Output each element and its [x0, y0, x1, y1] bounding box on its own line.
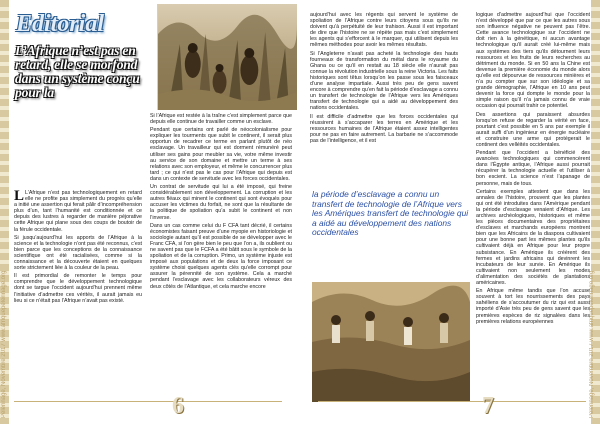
field-workers-image [312, 282, 470, 402]
paragraph: Il est primordial de remonter le temps pour comprendre que le développement technologique dont se targue l’occident aujourd’hui prennent même l’initiative d’admettre ces vérités, il aurait jamais eu lieu si ce n’était pas l’Afrique n’avait pas existé. [14, 273, 142, 304]
sugar-cane-workers-image [158, 4, 297, 110]
vertical-footer-label-left: Pelerinage, Novembre 2017 www.afriquepelerinage.org [1, 270, 7, 418]
paragraph: Pendant que certains ont parlé de néocolonialisme pour expliquer les tourments que subit le continent, il serait plus opportun de recadrer ce terme en parlant plutôt de néo esclavage. Un travailleur qui est dorment rémunéré peut utiliser ses gains pour meubler sa vie, votre même investir au service de son domaine et mettre un terme à ses relations avec son employeur, et même le concurrencer plus tard ; ce qui n’est pas le cas pour l’Afrique qui depuis est dans un contexte de servitude avec les forces occidentales. [150, 127, 292, 182]
footer-rule [14, 401, 282, 402]
header-photo [157, 4, 297, 110]
article-column-two [476, 12, 590, 404]
article-column-one [310, 12, 458, 184]
paragraph: Des assertions qui paraissent absurdes lorsqu’on refuse de regarder la vérité en face, pourtant c’est possible en 5 ans par exemple il aurait suffi d’un ingénieur en énergie nucléaire et construire une arme qui protégerait le continent des velléités occidentales. [476, 111, 590, 148]
paragraph: Certains exemples attestent que dans les annales de l’histoire, prouvent que les plantes qui ont été introduites dans l’Amérique pendant la période d’esclavage venaient d’Afrique. Les archives archéologiques, historiques et même les pièces documentaires des propriétaires d’esclaves et marchands européens montrent bien que les Africains de la diaspora cultivaient pour une bonne part les mêmes plantes qu’ils cultivaient déjà en Afrique pour leur propre subsistance. En Amérique ils créèrent des fermes et jardins africains qui devinrent les incubateurs de leur survie. En Amérique ils cultivaient non seulement les modes d’alimentation des sociétés de plantations américaines. [476, 188, 590, 287]
right-page [300, 0, 600, 424]
paragraph: aujourd’hui avec les régents qui servent le système de spoliation de l’Afrique contre leurs citoyens sous qu’ils ne doivent qu’à perpétuité de leur trahison. Aussi il est important de dire que l’histoire ne se répète pas mais c’est simplement les agents qui s’efforcent à le marquer, qui utilisent depuis les mêmes méthodes pour avoir les mêmes résultats. [310, 12, 458, 49]
paragraph: L’Afrique n’est pas technologiquement en retard elle ne profite pas simplement du progrès qu’elle a initié une assertion qui ferait pâlir d’incompréhension plus d’un, tant l’humanité est conditionnée et ce depuis des lustres à regarder de manière péjorative cette Afrique qui plane sous des coups de boutoir de la férule occidentale. [14, 190, 142, 233]
article-column-right [150, 113, 292, 359]
page-number-right: 7 [482, 393, 494, 419]
dropcap: L [14, 190, 25, 204]
vertical-footer-label-right: Pelerinage, Novembre 2017 www.afriquepelerinage.org [589, 270, 595, 418]
section-title-editorial: Editorial [16, 11, 105, 37]
pull-quote: la période d’esclavage a connu un transfert de technologie de l’Afrique vers les Amériques transfert de technologie qui a aidé au développement des nations occidentales [312, 189, 469, 238]
paragraph: Si l’Afrique est restée à la traîne c’est simplement parce que depuis elle continue de travailler comme un esclave. [150, 113, 292, 126]
paragraph: En Afrique même tandis que l’on accuse souvent à tort les nourrissements des pays sahéliens de s’accoutumer du riz qui est aussi importé d’Asie très peu de gens savent que les premières espèces de riz signalées dans les premières relations européennes [476, 288, 590, 325]
footer-rule [318, 401, 586, 402]
paragraph: logique d’admettre aujourd’hui que l’occident n’est développé que par ce que les autres sous son influence négative ne peuvent pas l’être. Cette avance technologique sur l’occident ne doit rien à la génétique, ni aucun avantage technologique qu’il aurait créé lui-même mais aux systèmes des tiers qu’ils détournent leurs ressources et les fruits de leurs recherches au détriment du monde. Si en 50 ans la Chine est devenue la première économie du monde alors qu’elle est dépourvue de ressources minières et n’a pu compter que sur son idéologie et sa grande démographie, l’Afrique en 10 ans peut devenir la force qui dompte le monde pour la simple raison qu’il n’a jamais connu de vraie occasion qui pourrait trahir ce potentiel. [476, 12, 590, 110]
page-number-left: 6 [172, 393, 184, 419]
page-headline: L’Afrique n’est pas en retard, elle se morfond dans un système conçu pour la [15, 43, 140, 100]
paragraph: Dans un cas comme celui du F CFA tant décrié, il certains économistes faisant preuve d’une myopie en historiologie et sociologie autant qu’il est possible de se développer avec le Franc CFA, si l’on gère bien le peu que l’on a, ils oublient ou ne savent pas que le FCFA a été bâtit sous le symbole de la spoliation et de la corruption. Primo, un système injuste est imposé aux populations et de deux la force imposant ce système choisi quelques agents clés qu’elle corrompt pour assurer la pérennité de son système. Cela a marché pendant l’esclavage avec les collaborateurs véreux des deux côtés de l’Atlantique, et cela marche encore [150, 222, 292, 290]
plantation-strip-image [312, 282, 470, 402]
paragraph: Si l’Angleterre n’avait pas acheté la technologie des hauts fourneaux de transformation du métal dans le royaume du Ghana ou ce qu’il en restait au 18 siècle elle n’aurait pas connue la révolution industrielle sous la reine Victoria. Les faits historiques sont têtus lorsqu’on les passe sous les faisceaux d’une analyse impartiale. Aussi très peu de gens savent encore à comprendre qu’en fait la période d’esclavage a connu un transfert de technologie de l’Afrique vers les Amériques transfert de technologie qui a aidé au développement des nations occidentales. [310, 50, 458, 112]
paragraph: Il est difficile d’admettre que les forces occidentales qui réussirent à s’accaparer les terres en Amérique et les ressources humaines de l’Afrique étaient assez intelligentes pour ne pas en faire autrement. La barbarie ne s’accommode pas de l’intelligence, et il est [310, 113, 458, 144]
article-column-left [14, 190, 142, 402]
paragraph: Pendant que l’occident a bénéficié des avancées technologiques qui commencèrent dans l’Égypte antique, l’Afrique aussi pourrait récupérer la technologie actuelle et l’utiliser à bon escient. La science n’est l’apanage de personne, mais de tous. [476, 150, 590, 187]
paragraph: Si jusqu’aujourd’hui les apports de l’Afrique à la science et la technologie n’ont pas été reconnus, c’est bien parce que les conceptions de la connaissance scientifique ont été racialisées, comme si la connaissance et la découverte étaient en quelques sorte strictement liée à la couleur de la peau. [14, 234, 142, 272]
paragraph: Un contrat de servitude qui lui a été imposé, qui freine considérablement son développement. La corruption et les autres fléaux qui minent le continent qui sont évoqués pour accuser les victimes du forfait, ne sont que la résultante de la politique de spoliation qu’a subit le continent et non l’inverse. [150, 184, 292, 221]
